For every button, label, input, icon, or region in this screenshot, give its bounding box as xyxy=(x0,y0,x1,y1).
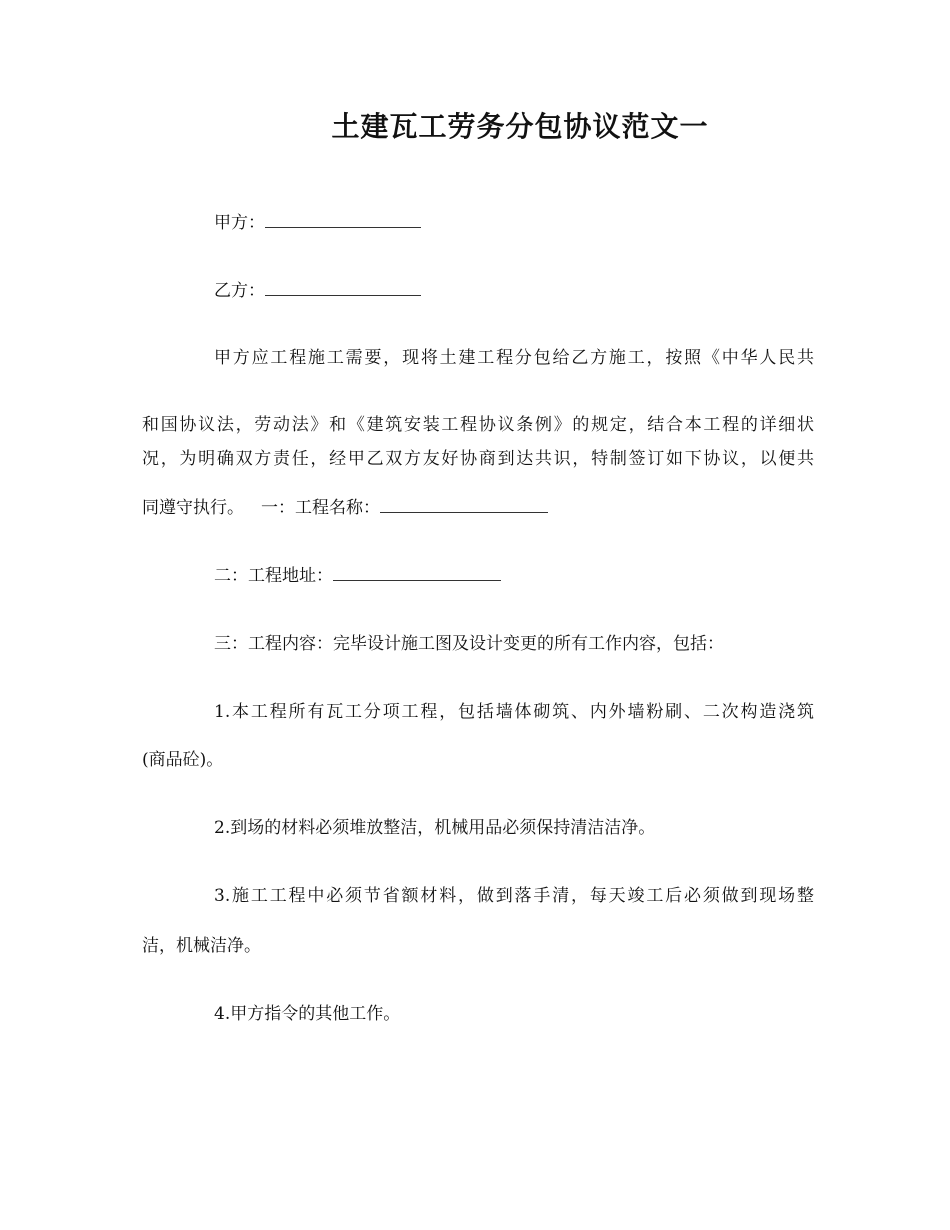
party-b-blank xyxy=(265,279,421,296)
project-address-label: 二：工程地址： xyxy=(214,566,333,586)
project-name-blank xyxy=(380,496,548,513)
intro-line-4-text: 同遵守执行。 xyxy=(142,498,244,518)
project-address-line xyxy=(214,564,814,588)
party-b-label: 乙方： xyxy=(214,281,265,301)
sub-item-1-line-2: (商品砼)。 xyxy=(142,750,224,770)
project-address-blank xyxy=(333,564,501,581)
project-name-label: 一：工程名称： xyxy=(261,498,380,518)
party-b-line xyxy=(214,279,814,303)
sub-item-3-line-1: 3.施工工程中必须节省额材料，做到落手清，每天竣工后必须做到现场整 xyxy=(214,886,814,906)
intro-line-1: 甲方应工程施工需要，现将土建工程分包给乙方施工，按照《中华人民共 xyxy=(214,348,814,368)
sub-item-1-line-1: 1.本工程所有瓦工分项工程，包括墙体砌筑、内外墙粉刷、二次构造浇筑 xyxy=(214,702,814,722)
party-a-blank xyxy=(265,211,421,228)
document-title: 土建瓦工劳务分包协议范文一 xyxy=(331,110,709,143)
party-a-label: 甲方： xyxy=(214,213,265,233)
sub-item-4: 4.甲方指令的其他工作。 xyxy=(214,1004,401,1024)
intro-line-3: 况，为明确双方责任，经甲乙双方友好协商到达共识，特制签订如下协议，以便共 xyxy=(142,449,814,469)
sub-item-2: 2.到场的材料必须堆放整洁，机械用品必须保持清洁洁净。 xyxy=(214,818,656,838)
sub-item-3-line-2: 洁，机械洁净。 xyxy=(142,936,261,956)
project-content-line: 三：工程内容：完毕设计施工图及设计变更的所有工作内容，包括： xyxy=(214,634,724,654)
intro-line-2: 和国协议法，劳动法》和《建筑安装工程协议条例》的规定，结合本工程的详细状 xyxy=(142,415,814,435)
intro-line-4 xyxy=(142,496,814,520)
party-a-line xyxy=(214,211,814,235)
